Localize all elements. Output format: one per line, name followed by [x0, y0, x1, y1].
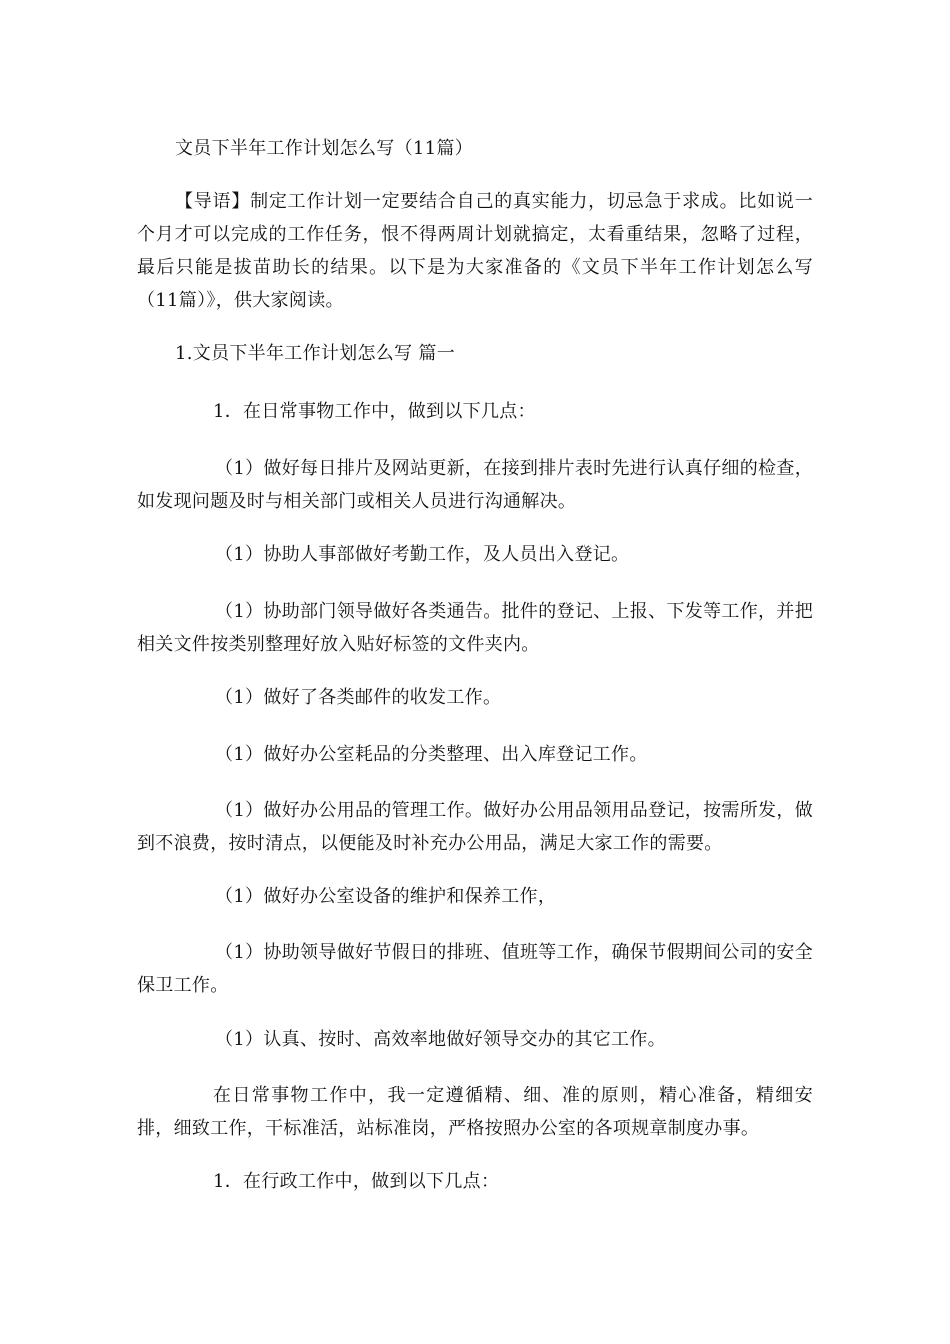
- subheading-daily: 1．在日常事物工作中，做到以下几点：: [213, 401, 536, 422]
- list-item: （1）协助领导做好节假日的排班、值班等工作，确保节假期间公司的安全保卫工作。: [137, 942, 813, 996]
- list-item: （1）做好办公室设备的维护和保养工作，: [215, 886, 557, 907]
- list-item: （1）做好办公室耗品的分类整理、出入库登记工作。: [215, 744, 648, 765]
- list-item: （1）做好了各类邮件的收发工作。: [215, 687, 502, 708]
- section-heading: 1.文员下半年工作计划怎么写 篇一: [175, 343, 455, 364]
- list-item: （1）协助部门领导做好各类通告。批件的登记、上报、下发等工作，并把相关文件按类别整理好放入贴好标签的文件夹内。: [137, 601, 813, 655]
- list-item: （1）做好办公用品的管理工作。做好办公用品领用品登记，按需所发，做到不浪费，按时清点，以便能及时补充办公用品，满足大家工作的需要。: [137, 800, 813, 854]
- subheading-admin: 1．在行政工作中，做到以下几点：: [213, 1171, 500, 1192]
- list-item: （1）协助人事部做好考勤工作，及人员出入登记。: [215, 544, 630, 565]
- list-item: （1）认真、按时、高效率地做好领导交办的其它工作。: [215, 1029, 666, 1050]
- list-item: （1）做好每日排片及网站更新，在接到排片表时先进行认真仔细的检查，如发现问题及时与相关部门或相关人员进行沟通解决。: [137, 458, 813, 512]
- document-title: 文员下半年工作计划怎么写（11篇）: [175, 138, 474, 159]
- intro-paragraph: 【导语】制定工作计划一定要结合自己的真实能力，切忌急于求成。比如说一个月才可以完成的工作任务，恨不得两周计划就搞定，太看重结果，忽略了过程，最后只能是拔苗助长的结果。以下是为大家准备的《文员下半年工作计划怎么写（11篇）》，供大家阅读。: [137, 191, 813, 311]
- summary-paragraph: 在日常事物工作中，我一定遵循精、细、准的原则，精心准备，精细安排，细致工作，干标准活，站标准岗，严格按照办公室的各项规章制度办事。: [137, 1085, 813, 1139]
